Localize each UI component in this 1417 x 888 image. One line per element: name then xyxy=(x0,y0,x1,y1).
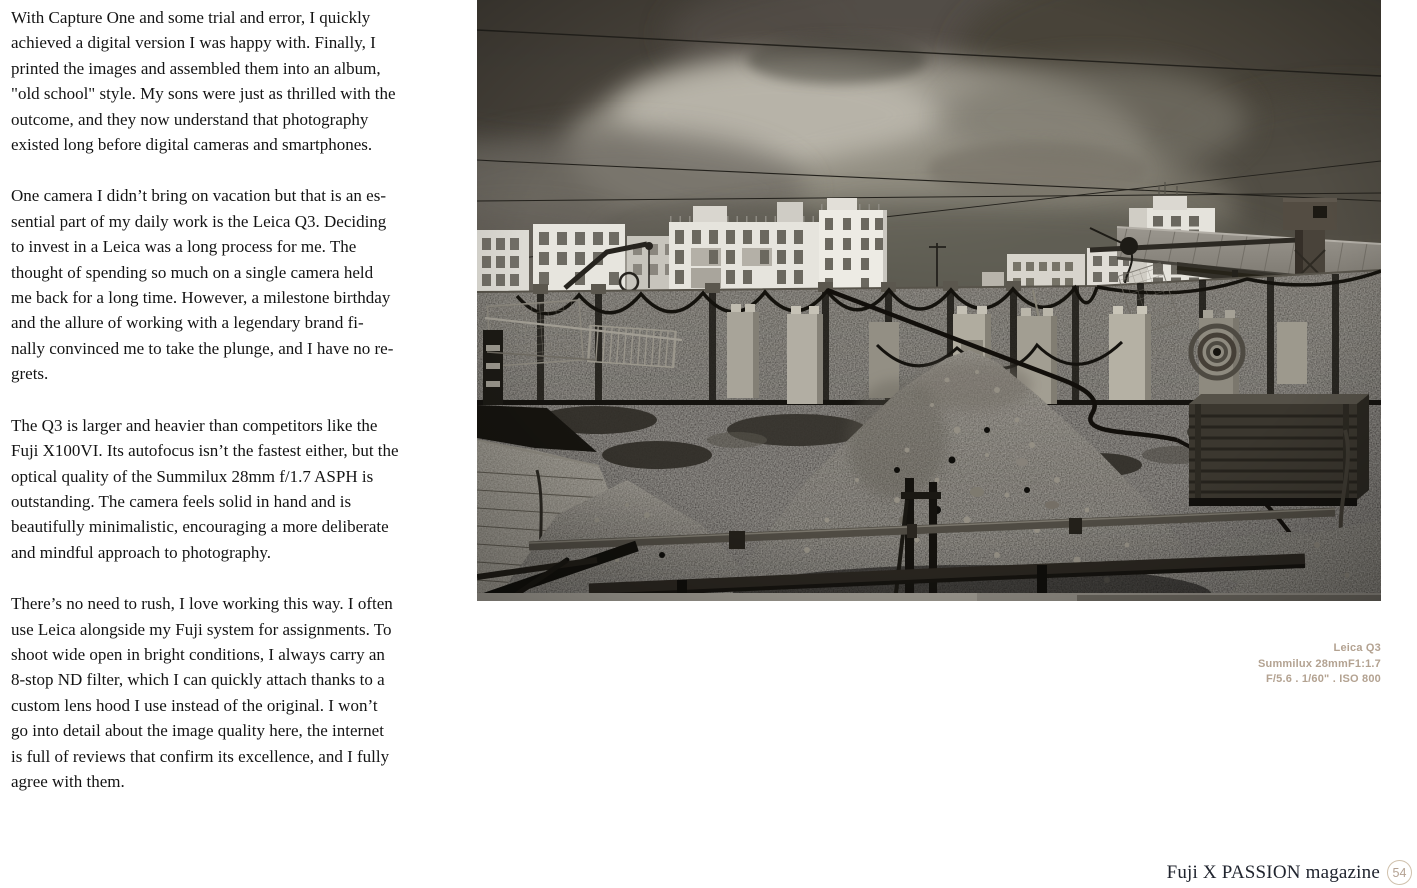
text-line: go into detail about the image quality here, the internet xyxy=(11,721,384,741)
text-line: The Q3 is larger and heavier than competitors like the xyxy=(11,415,378,435)
text-line: One camera I didn’t bring on vacation but that is an es- xyxy=(11,186,386,206)
text-line: Fuji X100VI. Its autofocus isn’t the fastest either, but the xyxy=(11,441,399,461)
text-line: There’s no need to rush, I love working this way. I often xyxy=(11,594,393,614)
text-line: agree with them. xyxy=(11,771,125,791)
text-line: achieved a digital version I was happy with. Finally, I xyxy=(11,33,376,53)
paragraph xyxy=(11,183,473,386)
text-line: outstanding. The camera feels solid in hand and is xyxy=(11,491,352,511)
text-line: shoot wide open in bright conditions, I always carry an xyxy=(11,644,385,664)
text-line: and mindful approach to photography. xyxy=(11,542,271,562)
article-text xyxy=(11,5,473,794)
construction-site-photo xyxy=(477,0,1381,601)
footer xyxy=(1167,860,1412,885)
caption-line: Leica Q3 xyxy=(1333,642,1381,654)
text-line: outcome, and they now understand that photography xyxy=(11,109,369,129)
text-line: and the allure of working with a legendary brand fi- xyxy=(11,313,364,333)
magazine-title: Fuji X PASSION magazine xyxy=(1166,861,1380,883)
caption-line: Summilux 28mmF1:1.7 xyxy=(1257,657,1381,670)
text-line: custom lens hood I use instead of the original. I won’t xyxy=(11,695,378,715)
caption-line: F/5.6 . 1/60" . ISO 800 xyxy=(1266,673,1381,685)
text-line: grets. xyxy=(11,364,49,384)
text-line: 8-stop ND filter, which I can quickly attach thanks to a xyxy=(11,670,385,690)
paragraph xyxy=(11,591,473,794)
paragraph xyxy=(11,413,473,565)
text-line: me back for a long time. However, a milestone birthday xyxy=(11,288,391,308)
text-line: "old school" style. My sons were just as thrilled with the xyxy=(11,84,396,104)
text-line: With Capture One and some trial and error, I quickly xyxy=(11,8,371,27)
photo-illustration xyxy=(477,0,1381,601)
text-line: beautifully minimalistic, encouraging a more deliberate xyxy=(11,517,389,537)
text-line: is full of reviews that confirm its excellence, and I fully xyxy=(11,746,390,766)
text-line: printed the images and assembled them into an album, xyxy=(11,58,381,78)
text-line: existed long before digital cameras and smartphones. xyxy=(11,135,373,155)
text-line: sential part of my daily work is the Leica Q3. Deciding xyxy=(11,211,387,231)
page-number-badge: 54 xyxy=(1387,860,1412,885)
text-line: thought of spending so much on a single camera held xyxy=(11,262,374,282)
text-line: use Leica alongside my Fuji system for assignments. To xyxy=(11,619,392,639)
paragraph xyxy=(11,5,473,157)
photo-caption xyxy=(1258,641,1381,688)
text-line: optical quality of the Summilux 28mm f/1.7 ASPH is xyxy=(11,466,374,486)
text-line: to invest in a Leica was a long process for me. The xyxy=(11,237,357,257)
text-line: nally convinced me to take the plunge, and I have no re- xyxy=(11,338,394,358)
